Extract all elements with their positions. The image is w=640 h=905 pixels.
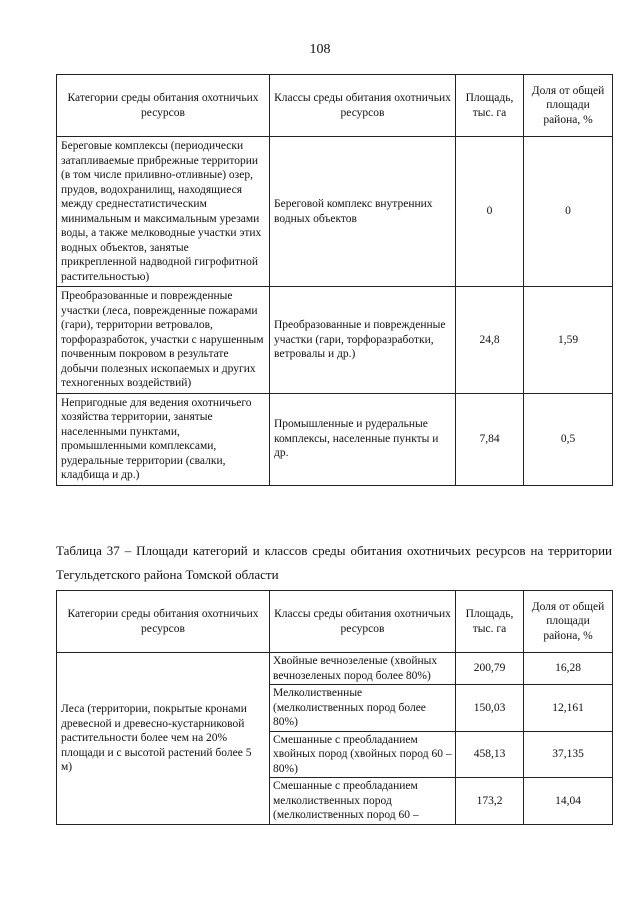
table-caption: Таблица 37 – Площади категорий и классов среды обитания охотничьих ресурсов на территории Тегульдетского района Томской области — [56, 543, 612, 582]
class-cell: Хвойные вечнозеленые (хвойных вечнозеленых пород более 80%) — [270, 653, 456, 685]
header-area: Площадь, тыс. га — [456, 75, 524, 137]
table-row — [57, 137, 613, 287]
table-row — [57, 393, 613, 485]
class-cell: Мелколиственные (мелколиственных пород более 80%) — [270, 685, 456, 732]
habitat-table-37 — [56, 590, 613, 825]
header-category: Категории среды обитания охотничьих ресурсов — [57, 75, 270, 137]
table-row — [57, 653, 613, 685]
header-class: Классы среды обитания охотничьих ресурсов — [270, 75, 456, 137]
area-cell: 458,13 — [456, 731, 524, 778]
header-category: Категории среды обитания охотничьих ресурсов — [57, 591, 270, 653]
category-cell: Береговые комплексы (периодически затапливаемые прибрежные территории (в том числе приливно-отливные) озер, прудов, водохранилищ, находящиеся между среднестатистическим минимальным и максимальным урезами воды, а также мелководные участки этих водных объектов, занятые прикрепленной надводной гигрофитной растительностью) — [57, 137, 270, 287]
category-cell: Преобразованные и поврежденные участки (леса, поврежденные пожарами (гари), территории ветровалов, торфоразработок, участки с нарушенным почвенным покровом в результате добычи полезных ископаемых и других техногенных воздействий) — [57, 287, 270, 394]
area-cell: 200,79 — [456, 653, 524, 685]
share-cell: 0 — [524, 137, 613, 287]
class-cell: Смешанные с преобладанием хвойных пород (хвойных пород 60 – 80%) — [270, 731, 456, 778]
share-cell: 16,28 — [524, 653, 613, 685]
share-cell: 14,04 — [524, 778, 613, 825]
area-cell: 173,2 — [456, 778, 524, 825]
class-cell: Преобразованные и поврежденные участки (гари, торфоразработки, ветровалы и др.) — [270, 287, 456, 394]
header-share: Доля от общей площади района, % — [524, 75, 613, 137]
class-cell: Береговой комплекс внутренних водных объектов — [270, 137, 456, 287]
share-cell: 37,135 — [524, 731, 613, 778]
header-share: Доля от общей площади района, % — [524, 591, 613, 653]
category-cell: Непригодные для ведения охотничьего хозяйства территории, занятые населенными пунктами, промышленными комплексами, рудеральные территории (свалки, кладбища и др.) — [57, 393, 270, 485]
table-header-row — [57, 591, 613, 653]
share-cell: 12,161 — [524, 685, 613, 732]
category-cell: Леса (территории, покрытые кронами древесной и древесно-кустарниковой растительности более чем на 20% площади и с высотой растений более 5 м) — [57, 653, 270, 825]
share-cell: 0,5 — [524, 393, 613, 485]
habitat-table-continued — [56, 74, 613, 486]
area-cell: 24,8 — [456, 287, 524, 394]
header-class: Классы среды обитания охотничьих ресурсов — [270, 591, 456, 653]
share-cell: 1,59 — [524, 287, 613, 394]
table-row — [57, 287, 613, 394]
area-cell: 7,84 — [456, 393, 524, 485]
page-number: 108 — [309, 42, 331, 57]
area-cell: 150,03 — [456, 685, 524, 732]
class-cell: Смешанные с преобладанием мелколиственных пород (мелколиственных пород 60 – — [270, 778, 456, 825]
area-cell: 0 — [456, 137, 524, 287]
table-header-row — [57, 75, 613, 137]
class-cell: Промышленные и рудеральные комплексы, населенные пункты и др. — [270, 393, 456, 485]
header-area: Площадь, тыс. га — [456, 591, 524, 653]
